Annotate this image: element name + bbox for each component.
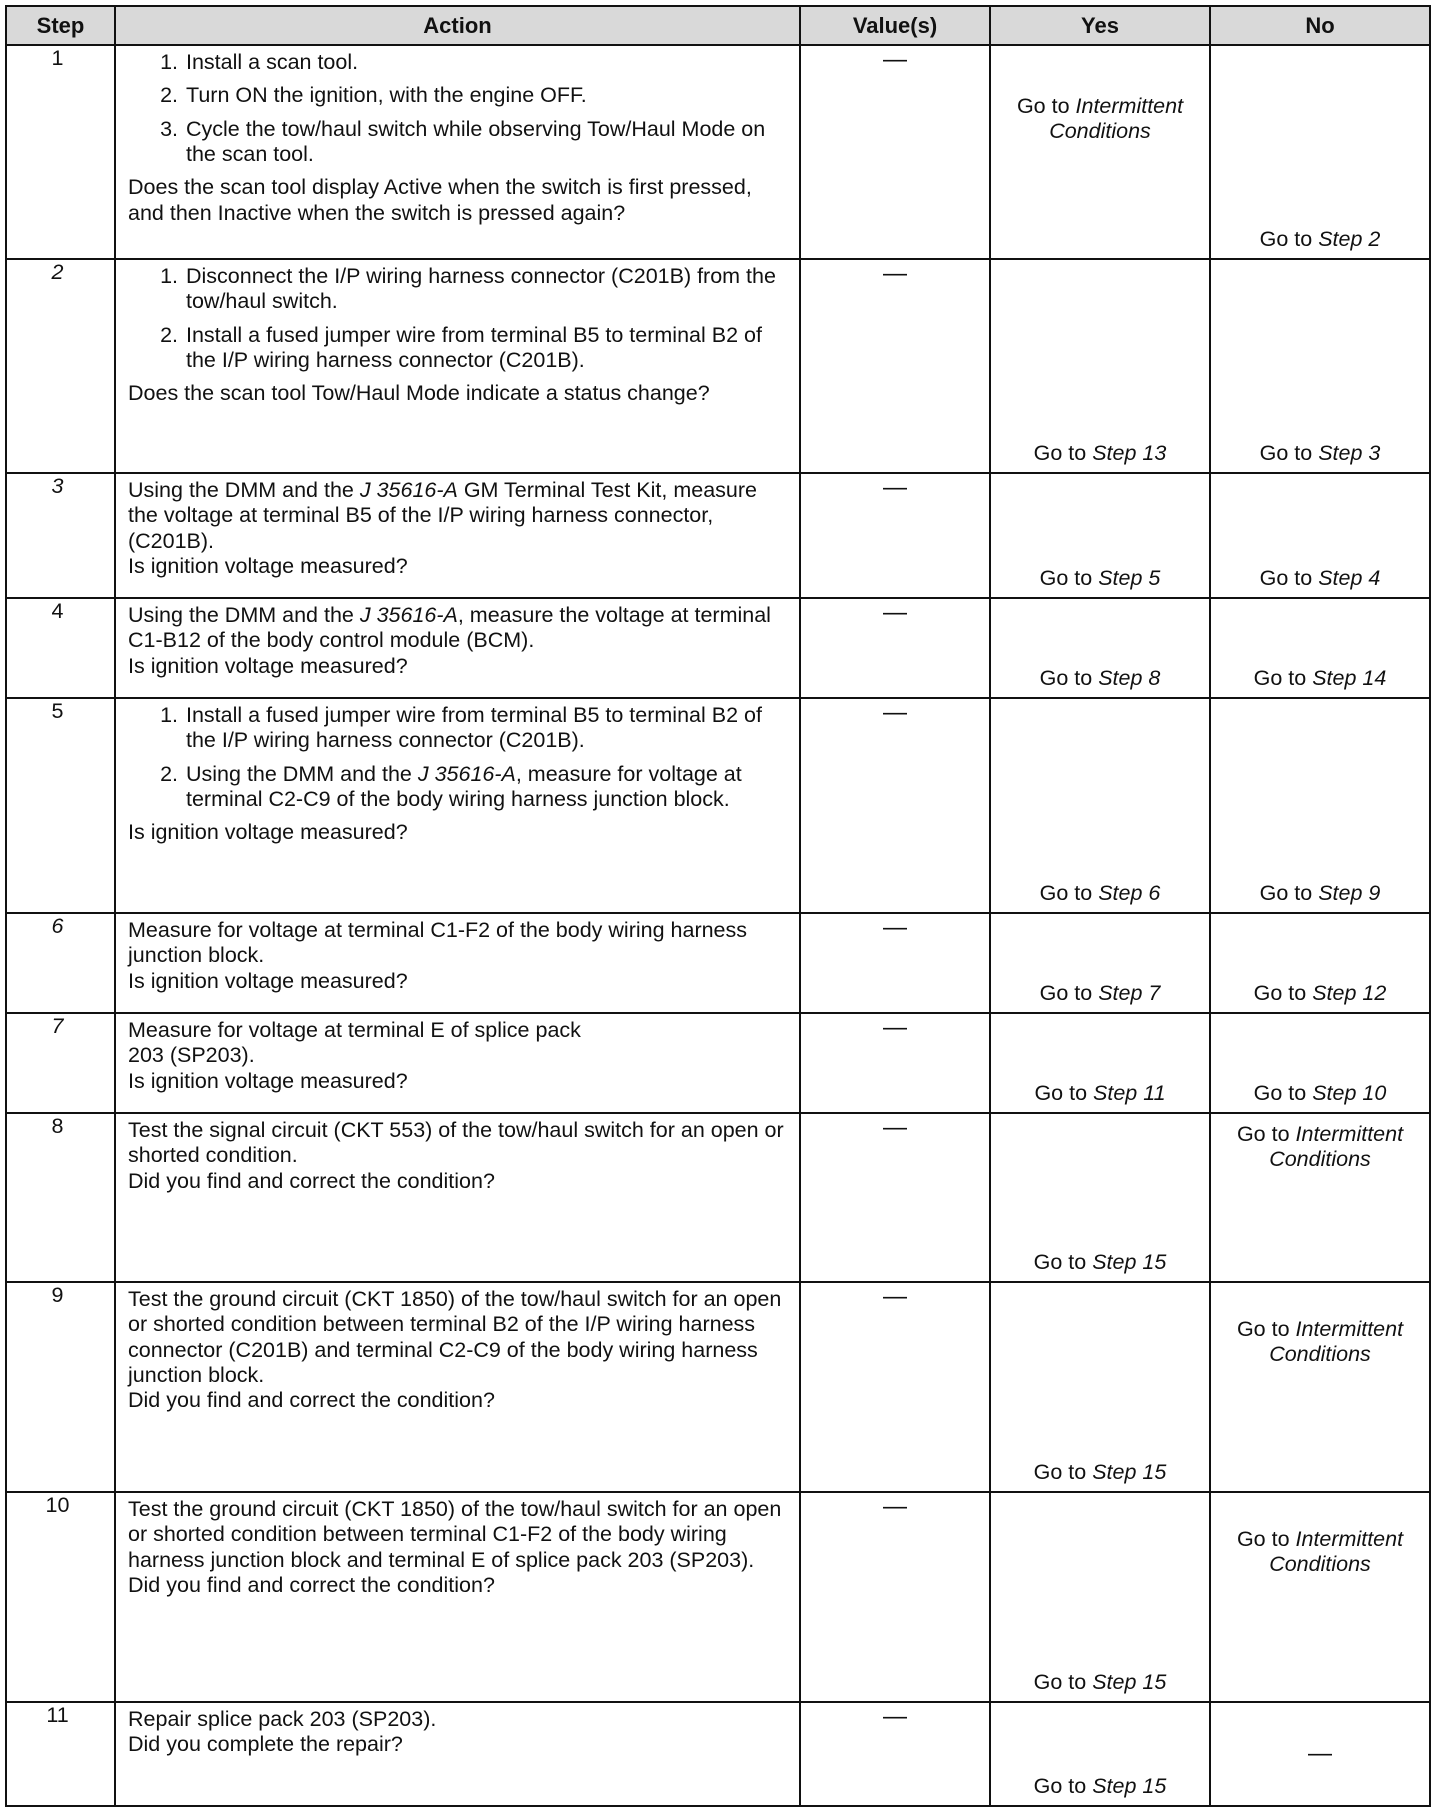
yes-link[interactable]: Go to Step 15 <box>1033 1773 1167 1798</box>
yes-link[interactable]: Go to Step 13 <box>1033 440 1167 465</box>
step-number: 1 <box>51 46 64 70</box>
header-no: No <box>1210 6 1430 45</box>
action-question: Did you complete the repair? <box>128 1732 403 1757</box>
step-number-cell <box>6 1282 115 1492</box>
yes-cell <box>990 259 1210 473</box>
table-row <box>6 1013 1430 1113</box>
no-link[interactable]: Go to Step 10 <box>1253 1080 1387 1105</box>
values-cell: — <box>800 259 990 473</box>
yes-cell <box>990 1282 1210 1492</box>
no-link[interactable]: Go to Step 12 <box>1253 980 1387 1005</box>
step-number-cell <box>6 1492 115 1702</box>
no-cell <box>1210 698 1430 913</box>
action-cell <box>115 1113 800 1282</box>
no-cell <box>1210 1492 1430 1702</box>
no-link[interactable]: Go to Intermittent Conditions <box>1236 1122 1404 1172</box>
action-question: Is ignition voltage measured? <box>128 820 408 845</box>
action-list <box>128 50 789 175</box>
step-number: 3 <box>51 474 64 498</box>
action-cell <box>115 698 800 913</box>
no-cell <box>1210 473 1430 598</box>
action-question: Did you find and correct the condition? <box>128 1168 495 1193</box>
no-cell <box>1210 1113 1430 1282</box>
yes-link[interactable]: Go to Step 5 <box>1039 565 1161 590</box>
table-row <box>6 473 1430 598</box>
table-row <box>6 1702 1430 1806</box>
action-text: Using the DMM and the J 35616-A GM Terminal Test Kit, measure the voltage at terminal B5 of the I/P wiring harness connector, (C201B). <box>128 478 757 553</box>
action-cell <box>115 1013 800 1113</box>
action-question: Is ignition voltage measured? <box>128 653 408 678</box>
step-number-cell <box>6 698 115 913</box>
step-number-cell <box>6 1113 115 1282</box>
table-row <box>6 1113 1430 1282</box>
yes-cell <box>990 1013 1210 1113</box>
action-list <box>128 264 789 381</box>
yes-cell <box>990 1113 1210 1282</box>
table-row <box>6 259 1430 473</box>
list-item: 1. Disconnect the I/P wiring harness connector (C201B) from the tow/haul switch. <box>160 264 776 314</box>
step-number: 4 <box>51 599 64 623</box>
header-row <box>6 6 1430 45</box>
action-cell <box>115 259 800 473</box>
no-link[interactable]: Go to Step 3 <box>1259 440 1381 465</box>
yes-link[interactable]: Go to Step 15 <box>1033 1669 1167 1694</box>
values-cell: — <box>800 1492 990 1702</box>
no-cell <box>1210 259 1430 473</box>
header-yes: Yes <box>990 6 1210 45</box>
list-item: 1. Install a scan tool. <box>160 50 359 74</box>
no-cell <box>1210 1282 1430 1492</box>
action-cell <box>115 598 800 698</box>
values-cell: — <box>800 698 990 913</box>
action-question: Is ignition voltage measured? <box>128 554 408 579</box>
action-cell <box>115 1702 800 1806</box>
values-cell: — <box>800 913 990 1013</box>
values-cell: — <box>800 1702 990 1806</box>
step-number-cell <box>6 913 115 1013</box>
action-cell <box>115 1492 800 1702</box>
step-number: 10 <box>45 1493 70 1517</box>
values-cell: — <box>800 473 990 598</box>
no-link[interactable]: Go to Intermittent Conditions <box>1236 1527 1404 1577</box>
action-cell <box>115 913 800 1013</box>
table-row <box>6 45 1430 259</box>
action-text: Test the ground circuit (CKT 1850) of the tow/haul switch for an open or shorted condition between terminal B2 of the I/P wiring harness connector (C201B) and terminal C2-C9 of the body wiring harness junction block. <box>128 1287 782 1388</box>
diagnostic-table <box>5 5 1431 1807</box>
step-number: 8 <box>51 1114 64 1138</box>
yes-cell <box>990 698 1210 913</box>
no-cell <box>1210 1702 1430 1806</box>
step-number-cell <box>6 473 115 598</box>
no-cell <box>1210 45 1430 259</box>
no-link[interactable]: Go to Step 14 <box>1253 665 1387 690</box>
action-cell <box>115 45 800 259</box>
action-question: Did you find and correct the condition? <box>128 1388 495 1413</box>
step-number: 11 <box>46 1703 69 1727</box>
step-number: 9 <box>51 1283 64 1307</box>
step-number: 7 <box>51 1014 64 1038</box>
step-number-cell <box>6 598 115 698</box>
action-text: Test the signal circuit (CKT 553) of the tow/haul switch for an open or shorted condition. <box>128 1118 784 1168</box>
no-cell <box>1210 913 1430 1013</box>
yes-cell <box>990 473 1210 598</box>
yes-link[interactable]: Go to Step 15 <box>1033 1249 1167 1274</box>
step-number: 6 <box>51 914 64 938</box>
yes-cell <box>990 598 1210 698</box>
values-cell: — <box>800 1282 990 1492</box>
action-list <box>128 703 789 820</box>
action-question: Is ignition voltage measured? <box>128 968 408 993</box>
yes-cell <box>990 1702 1210 1806</box>
values-cell: — <box>800 598 990 698</box>
yes-link[interactable]: Go to Step 11 <box>1034 1080 1166 1105</box>
header-values: Value(s) <box>800 6 990 45</box>
action-question: Did you find and correct the condition? <box>128 1573 495 1598</box>
table-row <box>6 1282 1430 1492</box>
step-number: 2 <box>51 260 64 284</box>
action-question: Does the scan tool display Active when the switch is first pressed, and then Inactive when the switch is pressed again? <box>128 175 752 225</box>
step-number-cell <box>6 259 115 473</box>
action-question: Is ignition voltage measured? <box>128 1068 408 1093</box>
table-row <box>6 913 1430 1013</box>
yes-link[interactable]: Go to Step 7 <box>1039 980 1161 1005</box>
header-step: Step <box>6 6 115 45</box>
action-question: Does the scan tool Tow/Haul Mode indicate a status change? <box>128 381 710 406</box>
action-text: Measure for voltage at terminal C1-F2 of the body wiring harness junction block. <box>128 918 748 968</box>
no-link[interactable]: Go to Step 9 <box>1259 880 1381 905</box>
action-cell <box>115 473 800 598</box>
no-cell <box>1210 598 1430 698</box>
list-item: 2. Install a fused jumper wire from terminal B5 to terminal B2 of the I/P wiring harness connector (C201B). <box>160 322 762 373</box>
yes-cell <box>990 913 1210 1013</box>
list-item: 1. Install a fused jumper wire from terminal B5 to terminal B2 of the I/P wiring harness connector (C201B). <box>160 703 762 753</box>
values-cell: — <box>800 45 990 259</box>
list-item: 2. Using the DMM and the J 35616-A, measure for voltage at terminal C2-C9 of the body wiring harness junction block. <box>160 761 742 812</box>
step-number: 5 <box>51 699 64 723</box>
no-link[interactable]: Go to Step 4 <box>1259 565 1381 590</box>
step-number-cell <box>6 1702 115 1806</box>
yes-link[interactable]: Go to Step 6 <box>1039 880 1161 905</box>
table-row <box>6 1492 1430 1702</box>
action-cell <box>115 1282 800 1492</box>
header-action: Action <box>115 6 800 45</box>
step-number-cell <box>6 45 115 259</box>
action-text: Using the DMM and the J 35616-A, measure the voltage at terminal C1-B12 of the body control module (BCM). <box>128 603 771 653</box>
table-row <box>6 698 1430 913</box>
step-number-cell <box>6 1013 115 1113</box>
no-value: — <box>1308 1739 1332 1767</box>
list-item: 3. Cycle the tow/haul switch while observing Tow/Haul Mode on the scan tool. <box>160 116 766 167</box>
table-row <box>6 598 1430 698</box>
action-text: Test the ground circuit (CKT 1850) of the tow/haul switch for an open or shorted condition between terminal C1-F2 of the body wiring harness junction block and terminal E of splice pack 203 (SP203). <box>128 1497 782 1572</box>
values-cell: — <box>800 1113 990 1282</box>
action-text: Repair splice pack 203 (SP203). <box>128 1707 437 1731</box>
no-cell <box>1210 1013 1430 1113</box>
no-link[interactable]: Go to Intermittent Conditions <box>1236 1317 1404 1367</box>
yes-link[interactable]: Go to Intermittent Conditions <box>1016 94 1184 144</box>
yes-link[interactable]: Go to Step 8 <box>1039 665 1161 690</box>
no-link[interactable]: Go to Step 2 <box>1259 226 1381 251</box>
yes-link[interactable]: Go to Step 15 <box>1033 1459 1167 1484</box>
yes-cell <box>990 45 1210 259</box>
values-cell: — <box>800 1013 990 1113</box>
action-text: Measure for voltage at terminal E of splice pack 203 (SP203). <box>128 1018 581 1068</box>
yes-cell <box>990 1492 1210 1702</box>
list-item: 2. Turn ON the ignition, with the engine OFF. <box>160 83 587 108</box>
